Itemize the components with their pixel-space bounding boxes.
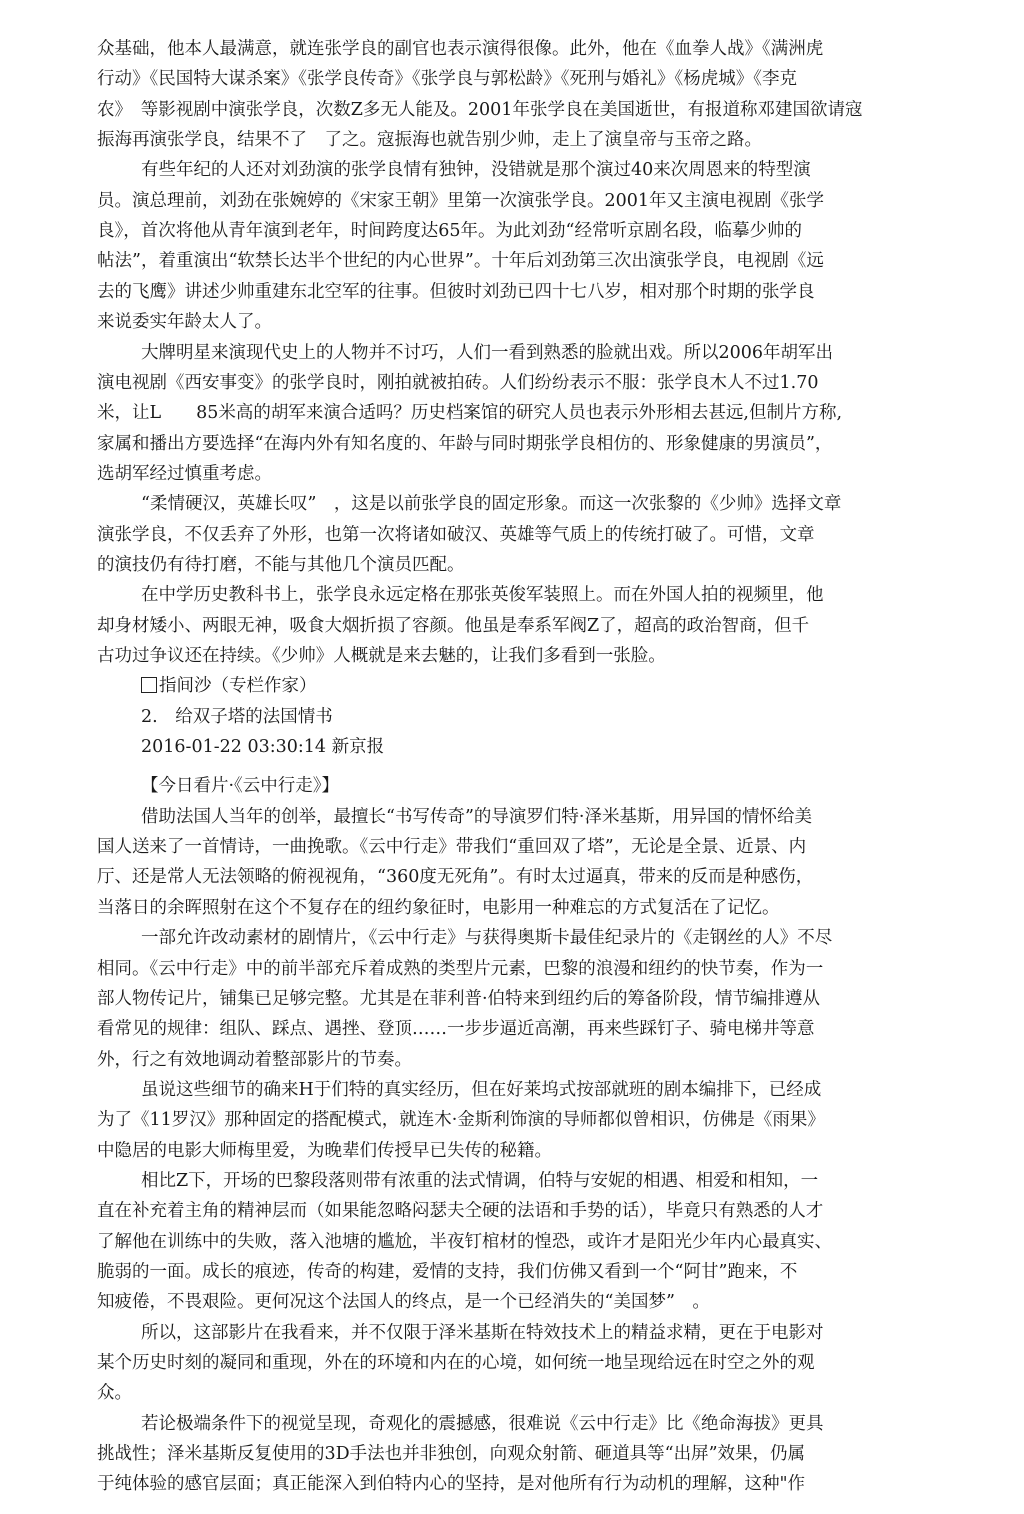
article2-paragraph-line: 借助法国人当年的创举，最擅长“书写传奇”的导演罗们特·泽米基斯，用异国的情怀给美 — [141, 806, 812, 827]
article1-paragraph-line: 行动》《民国特大谋杀案》《张学良传奇》《张学良与郭松龄》《死刑与婚礼》《杨虎城》《李克 — [97, 69, 797, 90]
article2-paragraph-line: 挑战性；泽米基斯反复使用的3D手法也并非独创，向观众射箭、砸道具等“出屏”效果，仍属 — [97, 1444, 806, 1465]
article2-paragraph-line: 了解他在训练中的失败，落入池塘的尴尬，半夜钉棺材的惶恐，或许才是阳光少年内心最真实、 — [97, 1231, 832, 1252]
article1-paragraph-line: 良》，首次将他从青年演到老年，时间跨度达65年。为此刘劲“经常听京剧名段，临摹少帅的 — [97, 221, 802, 242]
article1-paragraph-line: 大牌明星来演现代史上的人物并不讨巧，人们一看到熟悉的脸就出戏。所以2006年胡军出 — [141, 342, 834, 363]
article1-paragraph-line: 振海再演张学良，结果不了 了之。寇振海也就告别少帅，走上了演皇帝与玉帝之路。 — [97, 130, 762, 151]
article2-paragraph-line: 看常见的规律：组队、踩点、遇挫、登顶……一步步逼近高潮，再来些踩钉子、骑电梯井等意 — [97, 1019, 815, 1040]
article2-paragraph-line: 直在补充着主角的精神层而（如果能忽略闷瑟夫仝硬的法语和手势的话），毕竟只有熟悉的人才 — [97, 1201, 824, 1222]
article2-paragraph-line: 相同。《云中行走》中的前半部充斥着成熟的类型片元素，巴黎的浪漫和纽约的快节奏，作为一 — [97, 958, 824, 979]
article2-paragraph-line: 当落日的余晖照射在这个不复存在的纽约象征时，电影用一种难忘的方式复活在了记忆。 — [97, 897, 780, 918]
article2-paragraph-line: 脆弱的一面。成长的痕迹，传奇的构建，爱情的支持，我们仿佛又看到一个“阿甘”跑来，不 — [97, 1262, 798, 1282]
article2-paragraph-line: 某个历史时刻的凝同和重现，外在的环境和内在的心境，如何统一地呈现给远在时空之外的观 — [97, 1353, 815, 1374]
article1-paragraph-line: 众基础，他本人最满意，就连张学良的副官也表示演得很像。此外，他在《血拳人战》《满洲虎 — [97, 39, 824, 59]
article2-paragraph-line: 知疲倦，不畏艰险。更何况这个法国人的终点，是一个已经消失的“美国梦” 。 — [97, 1292, 710, 1313]
article1-paragraph-line: 却身材矮小、两眼无神，吸食大烟折损了容颜。他虽是奉系军阀Z了，超高的政治智商，但千 — [97, 615, 810, 636]
article2-paragraph-line: 为了《11罗汉》那种固定的搭配模式，就连木·金斯利饰演的导师都似曾相识，仿佛是《雨果》 — [97, 1110, 825, 1131]
article2-paragraph-line: 虽说这些细节的确来H于们特的真实经历，但在好莱坞式按部就班的剧本编排下，已经成 — [141, 1079, 822, 1100]
checkbox-icon — [141, 677, 157, 693]
article2-paragraph-line: 众。 — [97, 1383, 132, 1404]
byline-text: 指间沙（专栏作家） — [159, 676, 317, 697]
article2-paragraph-line: 中隐居的电影大师梅里爱，为晚辈们传授早已失传的秘籍。 — [97, 1140, 552, 1161]
byline — [141, 671, 317, 701]
article1-paragraph-line: 家属和播出方要选择“在海内外有知名度的、年龄与同时期张学良相仿的、形象健康的男演员”， — [97, 433, 833, 454]
article1-paragraph-line: “柔情硬汉，英雄长叹” ，这是以前张学良的固定形象。而这一次张黎的《少帅》选择文章 — [141, 494, 842, 515]
article1-paragraph-line: 有些年纪的人还对刘劲演的张学良情有独钟，没错就是那个演过40来次周恩来的特型演 — [141, 160, 811, 181]
article2-paragraph-line: 于纯体验的感官层面；真正能深入到伯特内心的坚持，是对他所有行为动机的理解，这种"作 — [97, 1474, 806, 1495]
article1-paragraph-line: 在中学历史教科书上，张学良永远定格在那张英俊军装照上。而在外国人拍的视频里，他 — [141, 585, 824, 606]
item-heading: 2. 给双子塔的法国情书 — [141, 706, 333, 727]
article2-paragraph-line: 厅、还是常人无法领略的俯视视角，“360度无死角”。有时太过逼真，带来的反而是种感伤， — [97, 867, 814, 888]
timestamp: 2016-01-22 03:30:14 新京报 — [141, 737, 385, 758]
article2-paragraph-line: 一部允许改动素材的剧情片，《云中行走》与获得奥斯卡最佳纪录片的《走钢丝的人》不尽 — [141, 928, 833, 949]
article1-paragraph-line: 农》 等影视剧中演张学良，次数Z多无人能及。2001年张学良在美国逝世，有报道称邓建国欲请寇 — [97, 99, 863, 120]
article1-paragraph-line: 来说委实年龄太人了。 — [97, 312, 272, 333]
article1-paragraph-line: 员。演总理前，刘劲在张婉婷的《宋家王朝》里第一次演张学良。2001年又主演电视剧《张学 — [97, 190, 825, 211]
review-header: 【今日看片·《云中行走》】 — [141, 776, 340, 797]
article1-paragraph-line: 的演技仍有待打磨，不能与其他几个演员匹配。 — [97, 554, 465, 575]
article2-paragraph-line: 部人物传记片，铺集已足够完整。尤其是在菲利普·伯特来到纽约后的筹备阶段，情节编排遵从 — [97, 988, 821, 1009]
article2-paragraph-line: 所以，这部影片在我看来，并不仅限于泽米基斯在特效技术上的精益求精，更在于电影对 — [141, 1322, 824, 1343]
article1-paragraph-line: 去的飞鹰》讲述少帅重建东北空军的往事。但彼时刘劲已四十七八岁，相对那个时期的张学良 — [97, 281, 815, 302]
article1-paragraph-line: 古功过争议还在持续。《少帅》人概就是来去魅的，让我们多看到一张脸。 — [97, 646, 666, 666]
article2-paragraph-line: 若论极端条件下的视觉呈现，奇观化的震撼感，很难说《云中行走》比《绝命海拔》更具 — [141, 1413, 824, 1434]
article1-paragraph-line: 帖法”，着重演出“软禁长达半个世纪的内心世界”。十年后刘劲第三次出演张学良，电视剧《远 — [97, 251, 824, 272]
article2-paragraph-line: 国人送来了一首情诗，一曲挽歌。《云中行走》带我们“重回双了塔”，无论是全景、近景、内 — [97, 837, 807, 858]
article1-paragraph-line: 米，让L 85米高的胡军来演合适吗？历史档案馆的研究人员也表示外形相去甚远,但制片方称, — [97, 403, 843, 424]
article1-paragraph-line: 演张学良，不仅丢弃了外形，也第一次将诸如破汉、英雄等气质上的传统打破了。可惜，文章 — [97, 524, 815, 545]
article1-paragraph-line: 选胡军经过慎重考虑。 — [97, 463, 272, 484]
article2-paragraph-line: 外，行之有效地调动着整部影片的节奏。 — [97, 1049, 412, 1070]
article1-paragraph-line: 演电视剧《西安事变》的张学良时，刚拍就被拍砖。人们纷纷表示不服：张学良木人不过1.70 — [97, 372, 819, 393]
article2-paragraph-line: 相比Z下，开场的巴黎段落则带有浓重的法式情调，伯特与安妮的相遇、相爱和相知，一 — [141, 1170, 819, 1191]
